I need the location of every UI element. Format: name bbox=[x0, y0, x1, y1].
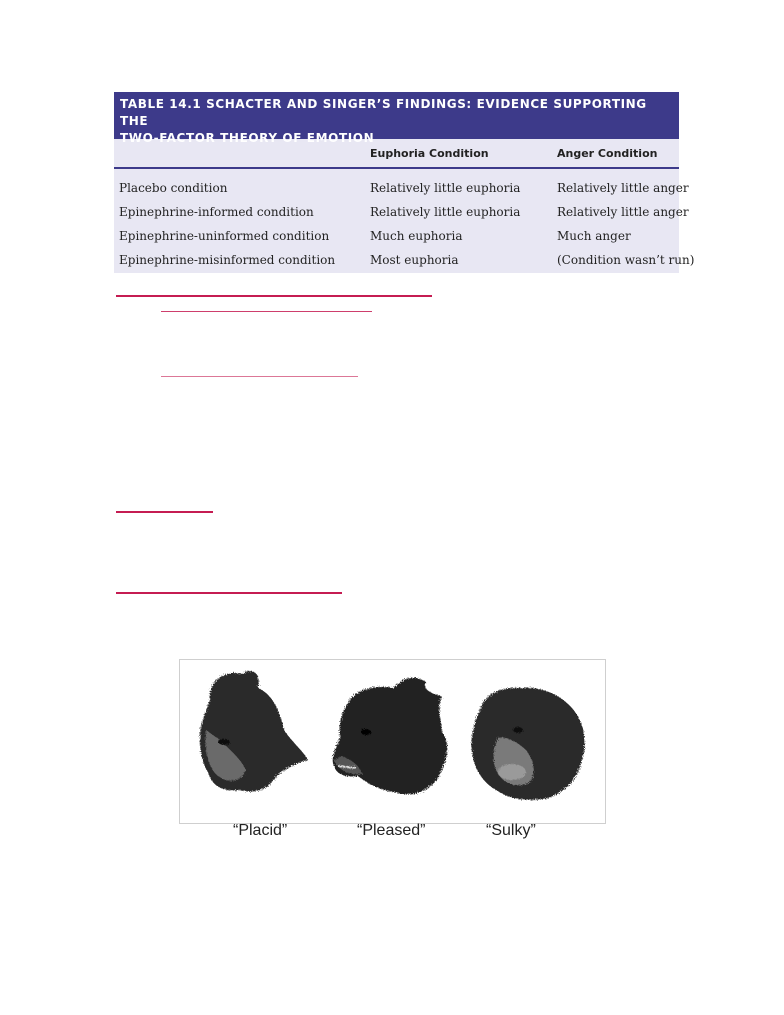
table-header-row bbox=[114, 139, 679, 169]
divider-rule-4 bbox=[116, 511, 213, 513]
table-row bbox=[114, 249, 695, 273]
caption-sulky: “Sulky” bbox=[486, 822, 536, 839]
findings-table bbox=[114, 92, 695, 273]
row-label: Epinephrine-uninformed condition bbox=[119, 229, 330, 243]
divider-rule-3 bbox=[161, 376, 358, 377]
table-title-line-1: TABLE 14.1 SCHACTER AND SINGER’S FINDINGS: EVIDENCE SUPPORTING THE bbox=[120, 97, 647, 128]
row-label: Placebo condition bbox=[119, 181, 228, 195]
table-row bbox=[114, 201, 689, 225]
anger-cell: Relatively little anger bbox=[557, 181, 689, 195]
primate-heads-illustration bbox=[180, 660, 605, 823]
primate-expressions-figure bbox=[179, 659, 606, 824]
sulky-chimp-image bbox=[471, 688, 584, 800]
caption-placid: “Placid” bbox=[233, 822, 288, 839]
euphoria-cell: Much euphoria bbox=[370, 229, 463, 243]
table-title bbox=[114, 92, 679, 145]
divider-rule-5 bbox=[116, 592, 342, 594]
anger-cell: (Condition wasn’t run) bbox=[557, 253, 695, 267]
header-euphoria: Euphoria Condition bbox=[370, 147, 489, 160]
caption-pleased: “Pleased” bbox=[357, 822, 426, 839]
header-anger: Anger Condition bbox=[557, 147, 658, 160]
anger-cell: Much anger bbox=[557, 229, 631, 243]
euphoria-cell: Most euphoria bbox=[370, 253, 459, 267]
pleased-monkey-image bbox=[333, 678, 448, 795]
table-row bbox=[114, 225, 679, 249]
table-row bbox=[114, 177, 689, 201]
table-body bbox=[114, 139, 695, 273]
divider-rule-2 bbox=[161, 311, 372, 312]
placid-monkey-image bbox=[200, 671, 308, 792]
euphoria-cell: Relatively little euphoria bbox=[370, 181, 521, 195]
table-title-line-2: TWO-FACTOR THEORY OF EMOTION bbox=[120, 131, 375, 145]
row-label: Epinephrine-misinformed condition bbox=[119, 253, 336, 267]
row-label: Epinephrine-informed condition bbox=[119, 205, 314, 219]
divider-rule-1 bbox=[116, 295, 432, 297]
anger-cell: Relatively little anger bbox=[557, 205, 689, 219]
euphoria-cell: Relatively little euphoria bbox=[370, 205, 521, 219]
